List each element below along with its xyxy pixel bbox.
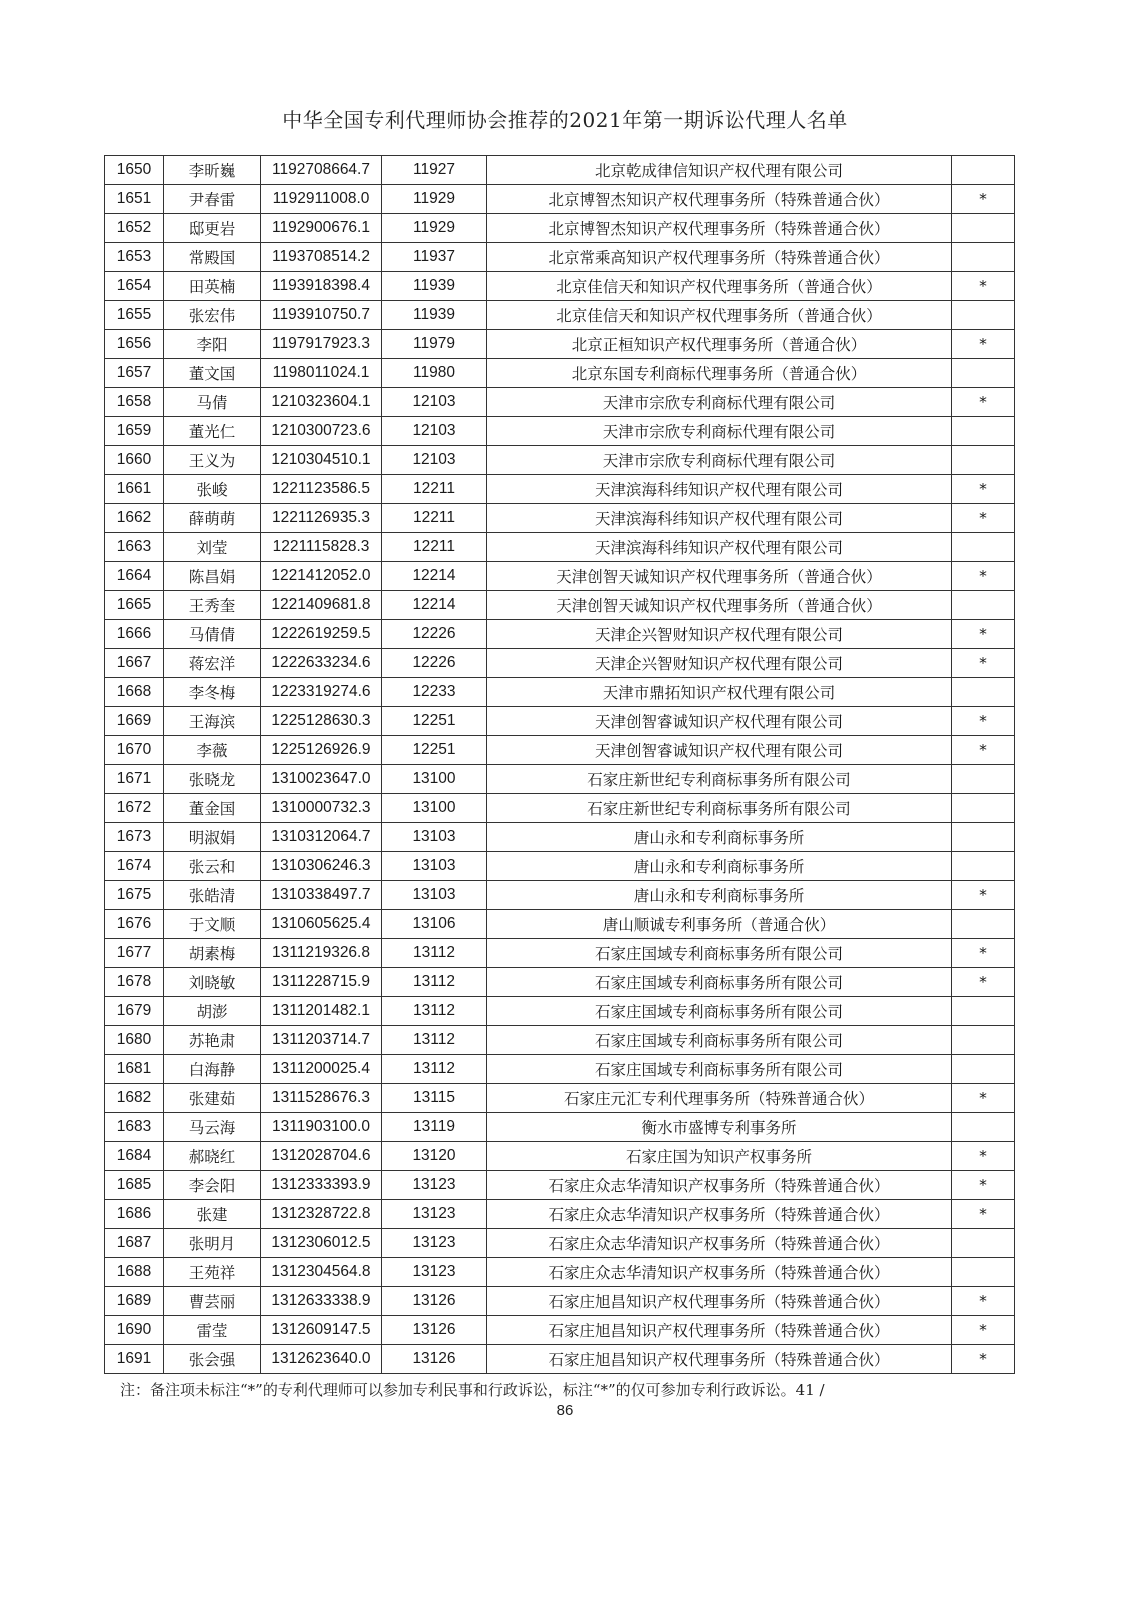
row-number: 1672 (105, 794, 164, 823)
row-number: 1689 (105, 1287, 164, 1316)
row-number: 1686 (105, 1200, 164, 1229)
certificate-number: 1193910750.7 (261, 301, 382, 330)
remark-mark (952, 591, 1015, 620)
agency-name: 石家庄旭昌知识产权代理事务所（特殊普通合伙） (487, 1316, 952, 1345)
attorney-name: 马倩倩 (164, 620, 261, 649)
agency-code: 13103 (382, 881, 487, 910)
remark-mark (952, 794, 1015, 823)
row-number: 1656 (105, 330, 164, 359)
table-row (105, 185, 1015, 214)
agency-code: 11929 (382, 185, 487, 214)
certificate-number: 1311903100.0 (261, 1113, 382, 1142)
table-row (105, 910, 1015, 939)
remark-mark (952, 1229, 1015, 1258)
table-row (105, 1316, 1015, 1345)
agency-name: 石家庄国域专利商标事务所有限公司 (487, 1055, 952, 1084)
attorney-name: 曹芸丽 (164, 1287, 261, 1316)
attorney-name: 薛萌萌 (164, 504, 261, 533)
agency-code: 12211 (382, 533, 487, 562)
agency-code: 11937 (382, 243, 487, 272)
table-row (105, 214, 1015, 243)
remark-mark (952, 533, 1015, 562)
certificate-number: 1223319274.6 (261, 678, 382, 707)
table-row (105, 1345, 1015, 1374)
agency-name: 唐山永和专利商标事务所 (487, 823, 952, 852)
row-number: 1676 (105, 910, 164, 939)
remark-mark (952, 997, 1015, 1026)
table-row (105, 1229, 1015, 1258)
attorney-name: 董金国 (164, 794, 261, 823)
agency-code: 12214 (382, 562, 487, 591)
remark-mark (952, 359, 1015, 388)
agency-code: 13123 (382, 1171, 487, 1200)
row-number: 1678 (105, 968, 164, 997)
row-number: 1665 (105, 591, 164, 620)
table-row (105, 1142, 1015, 1171)
attorney-name: 张晓龙 (164, 765, 261, 794)
table-row (105, 852, 1015, 881)
certificate-number: 1312306012.5 (261, 1229, 382, 1258)
table-row (105, 1113, 1015, 1142)
attorney-name: 张皓清 (164, 881, 261, 910)
agency-code: 12211 (382, 504, 487, 533)
agency-name: 石家庄新世纪专利商标事务所有限公司 (487, 794, 952, 823)
table-row (105, 1055, 1015, 1084)
agency-code: 13119 (382, 1113, 487, 1142)
certificate-number: 1221412052.0 (261, 562, 382, 591)
agency-code: 12103 (382, 388, 487, 417)
remark-mark (952, 1113, 1015, 1142)
row-number: 1650 (105, 156, 164, 185)
certificate-number: 1312609147.5 (261, 1316, 382, 1345)
table-row (105, 446, 1015, 475)
remark-mark (952, 156, 1015, 185)
remark-mark (952, 1026, 1015, 1055)
row-number: 1654 (105, 272, 164, 301)
agency-code: 13115 (382, 1084, 487, 1113)
table-row (105, 301, 1015, 330)
table-row (105, 1171, 1015, 1200)
agency-name: 石家庄国域专利商标事务所有限公司 (487, 968, 952, 997)
certificate-number: 1193918398.4 (261, 272, 382, 301)
certificate-number: 1192900676.1 (261, 214, 382, 243)
attorney-name: 李会阳 (164, 1171, 261, 1200)
row-number: 1687 (105, 1229, 164, 1258)
table-row (105, 562, 1015, 591)
agency-name: 唐山永和专利商标事务所 (487, 881, 952, 910)
agency-name: 天津企兴智财知识产权代理有限公司 (487, 649, 952, 678)
agency-code: 13112 (382, 939, 487, 968)
table-row (105, 968, 1015, 997)
remark-mark: * (952, 475, 1015, 504)
agency-code: 11939 (382, 301, 487, 330)
agency-name: 天津市鼎拓知识产权代理有限公司 (487, 678, 952, 707)
certificate-number: 1198011024.1 (261, 359, 382, 388)
attorney-name: 张建茹 (164, 1084, 261, 1113)
row-number: 1684 (105, 1142, 164, 1171)
agency-code: 12251 (382, 707, 487, 736)
remark-mark: * (952, 881, 1015, 910)
agency-name: 天津企兴智财知识产权代理有限公司 (487, 620, 952, 649)
certificate-number: 1221123586.5 (261, 475, 382, 504)
attorney-name: 王义为 (164, 446, 261, 475)
row-number: 1685 (105, 1171, 164, 1200)
attorney-name: 苏艳肃 (164, 1026, 261, 1055)
remark-mark: * (952, 620, 1015, 649)
row-number: 1651 (105, 185, 164, 214)
agency-code: 12233 (382, 678, 487, 707)
certificate-number: 1310306246.3 (261, 852, 382, 881)
agency-code: 13100 (382, 794, 487, 823)
attorney-name: 王秀奎 (164, 591, 261, 620)
certificate-number: 1312333393.9 (261, 1171, 382, 1200)
certificate-number: 1192708664.7 (261, 156, 382, 185)
row-number: 1657 (105, 359, 164, 388)
footnote: 注：备注项未标注“*”的专利代理师可以参加专利民事和行政诉讼，标注“*”的仅可参加专利行政诉讼。41 / (120, 1381, 825, 1399)
table-row (105, 475, 1015, 504)
agency-name: 石家庄众志华清知识产权事务所（特殊普通合伙） (487, 1171, 952, 1200)
remark-mark: * (952, 272, 1015, 301)
remark-mark: * (952, 1142, 1015, 1171)
agency-code: 13106 (382, 910, 487, 939)
agency-name: 天津滨海科纬知识产权代理有限公司 (487, 475, 952, 504)
table-row (105, 997, 1015, 1026)
certificate-number: 1222633234.6 (261, 649, 382, 678)
agency-name: 唐山顺诚专利事务所（普通合伙） (487, 910, 952, 939)
attorney-name: 张云和 (164, 852, 261, 881)
table-row (105, 620, 1015, 649)
remark-mark: * (952, 968, 1015, 997)
remark-mark (952, 1258, 1015, 1287)
agency-name: 石家庄众志华清知识产权事务所（特殊普通合伙） (487, 1200, 952, 1229)
certificate-number: 1225126926.9 (261, 736, 382, 765)
agency-name: 石家庄旭昌知识产权代理事务所（特殊普通合伙） (487, 1345, 952, 1374)
attorney-name: 张建 (164, 1200, 261, 1229)
remark-mark: * (952, 1316, 1015, 1345)
agency-code: 13120 (382, 1142, 487, 1171)
remark-mark: * (952, 939, 1015, 968)
row-number: 1662 (105, 504, 164, 533)
certificate-number: 1310605625.4 (261, 910, 382, 939)
agency-code: 12103 (382, 417, 487, 446)
attorney-name: 董光仁 (164, 417, 261, 446)
certificate-number: 1222619259.5 (261, 620, 382, 649)
agency-code: 12226 (382, 620, 487, 649)
row-number: 1675 (105, 881, 164, 910)
agency-code: 13103 (382, 823, 487, 852)
agency-code: 11929 (382, 214, 487, 243)
certificate-number: 1312623640.0 (261, 1345, 382, 1374)
attorney-name: 马倩 (164, 388, 261, 417)
certificate-number: 1210300723.6 (261, 417, 382, 446)
row-number: 1673 (105, 823, 164, 852)
agency-name: 北京博智杰知识产权代理事务所（特殊普通合伙） (487, 214, 952, 243)
table-row (105, 359, 1015, 388)
table-row (105, 504, 1015, 533)
attorney-name: 常殿国 (164, 243, 261, 272)
certificate-number: 1311200025.4 (261, 1055, 382, 1084)
attorney-name: 白海静 (164, 1055, 261, 1084)
table-row (105, 707, 1015, 736)
table-row (105, 533, 1015, 562)
agency-name: 天津创智天诚知识产权代理事务所（普通合伙） (487, 591, 952, 620)
row-number: 1683 (105, 1113, 164, 1142)
agency-name: 石家庄国域专利商标事务所有限公司 (487, 1026, 952, 1055)
remark-mark: * (952, 707, 1015, 736)
attorney-name: 胡素梅 (164, 939, 261, 968)
row-number: 1667 (105, 649, 164, 678)
row-number: 1660 (105, 446, 164, 475)
agency-name: 北京正桓知识产权代理事务所（普通合伙） (487, 330, 952, 359)
row-number: 1682 (105, 1084, 164, 1113)
agency-name: 衡水市盛博专利事务所 (487, 1113, 952, 1142)
attorney-table (104, 155, 1015, 1374)
table-row (105, 1258, 1015, 1287)
table-row (105, 388, 1015, 417)
attorney-name: 李阳 (164, 330, 261, 359)
attorney-name: 张峻 (164, 475, 261, 504)
agency-name: 北京佳信天和知识产权代理事务所（普通合伙） (487, 301, 952, 330)
attorney-name: 刘莹 (164, 533, 261, 562)
remark-mark: * (952, 330, 1015, 359)
certificate-number: 1310000732.3 (261, 794, 382, 823)
agency-name: 石家庄众志华清知识产权事务所（特殊普通合伙） (487, 1258, 952, 1287)
certificate-number: 1192911008.0 (261, 185, 382, 214)
certificate-number: 1221409681.8 (261, 591, 382, 620)
row-number: 1691 (105, 1345, 164, 1374)
attorney-name: 张会强 (164, 1345, 261, 1374)
agency-name: 北京东国专利商标代理事务所（普通合伙） (487, 359, 952, 388)
agency-name: 石家庄众志华清知识产权事务所（特殊普通合伙） (487, 1229, 952, 1258)
row-number: 1674 (105, 852, 164, 881)
remark-mark: * (952, 1345, 1015, 1374)
attorney-name: 田英楠 (164, 272, 261, 301)
remark-mark: * (952, 504, 1015, 533)
certificate-number: 1312328722.8 (261, 1200, 382, 1229)
attorney-name: 王苑祥 (164, 1258, 261, 1287)
attorney-name: 蒋宏洋 (164, 649, 261, 678)
row-number: 1661 (105, 475, 164, 504)
certificate-number: 1221115828.3 (261, 533, 382, 562)
agency-name: 天津创智天诚知识产权代理事务所（普通合伙） (487, 562, 952, 591)
agency-code: 12226 (382, 649, 487, 678)
remark-mark: * (952, 1200, 1015, 1229)
agency-code: 11927 (382, 156, 487, 185)
agency-code: 13112 (382, 1026, 487, 1055)
attorney-name: 李昕巍 (164, 156, 261, 185)
agency-code: 13112 (382, 1055, 487, 1084)
agency-name: 天津市宗欣专利商标代理有限公司 (487, 388, 952, 417)
agency-name: 天津滨海科纬知识产权代理有限公司 (487, 533, 952, 562)
row-number: 1655 (105, 301, 164, 330)
row-number: 1659 (105, 417, 164, 446)
agency-code: 13123 (382, 1229, 487, 1258)
certificate-number: 1225128630.3 (261, 707, 382, 736)
agency-name: 北京常乘高知识产权代理事务所（特殊普通合伙） (487, 243, 952, 272)
agency-code: 12214 (382, 591, 487, 620)
agency-code: 13112 (382, 997, 487, 1026)
attorney-name: 李薇 (164, 736, 261, 765)
agency-code: 13100 (382, 765, 487, 794)
certificate-number: 1311228715.9 (261, 968, 382, 997)
attorney-name: 邸更岩 (164, 214, 261, 243)
row-number: 1681 (105, 1055, 164, 1084)
attorney-name: 刘晓敏 (164, 968, 261, 997)
attorney-name: 张宏伟 (164, 301, 261, 330)
row-number: 1690 (105, 1316, 164, 1345)
table-row (105, 823, 1015, 852)
remark-mark (952, 852, 1015, 881)
agency-name: 石家庄国为知识产权事务所 (487, 1142, 952, 1171)
remark-mark: * (952, 388, 1015, 417)
remark-mark (952, 214, 1015, 243)
table-row (105, 1084, 1015, 1113)
table-row (105, 591, 1015, 620)
agency-code: 11979 (382, 330, 487, 359)
certificate-number: 1310023647.0 (261, 765, 382, 794)
attorney-name: 于文顺 (164, 910, 261, 939)
agency-name: 石家庄旭昌知识产权代理事务所（特殊普通合伙） (487, 1287, 952, 1316)
agency-name: 石家庄元汇专利代理事务所（特殊普通合伙） (487, 1084, 952, 1113)
attorney-name: 董文国 (164, 359, 261, 388)
agency-name: 天津创智睿诚知识产权代理有限公司 (487, 736, 952, 765)
attorney-name: 雷莹 (164, 1316, 261, 1345)
certificate-number: 1312633338.9 (261, 1287, 382, 1316)
table-row (105, 678, 1015, 707)
attorney-name: 张明月 (164, 1229, 261, 1258)
agency-name: 北京佳信天和知识产权代理事务所（普通合伙） (487, 272, 952, 301)
row-number: 1653 (105, 243, 164, 272)
table-row (105, 649, 1015, 678)
row-number: 1670 (105, 736, 164, 765)
remark-mark: * (952, 562, 1015, 591)
certificate-number: 1210304510.1 (261, 446, 382, 475)
row-number: 1671 (105, 765, 164, 794)
attorney-name: 尹春雷 (164, 185, 261, 214)
row-number: 1669 (105, 707, 164, 736)
remark-mark: * (952, 736, 1015, 765)
attorney-name: 胡澎 (164, 997, 261, 1026)
certificate-number: 1312304564.8 (261, 1258, 382, 1287)
certificate-number: 1197917923.3 (261, 330, 382, 359)
row-number: 1658 (105, 388, 164, 417)
agency-code: 11980 (382, 359, 487, 388)
certificate-number: 1193708514.2 (261, 243, 382, 272)
certificate-number: 1310312064.7 (261, 823, 382, 852)
document-title: 中华全国专利代理师协会推荐的2021年第一期诉讼代理人名单 (282, 108, 848, 132)
certificate-number: 1221126935.3 (261, 504, 382, 533)
table-row (105, 939, 1015, 968)
certificate-number: 1210323604.1 (261, 388, 382, 417)
agency-code: 13103 (382, 852, 487, 881)
table-row (105, 881, 1015, 910)
remark-mark: * (952, 1171, 1015, 1200)
page-total: 86 (556, 1402, 574, 1419)
row-number: 1652 (105, 214, 164, 243)
table-row (105, 1026, 1015, 1055)
agency-name: 石家庄国域专利商标事务所有限公司 (487, 997, 952, 1026)
table-row (105, 1287, 1015, 1316)
agency-code: 12211 (382, 475, 487, 504)
remark-mark: * (952, 185, 1015, 214)
remark-mark (952, 678, 1015, 707)
attorney-name: 郝晓红 (164, 1142, 261, 1171)
remark-mark (952, 910, 1015, 939)
agency-name: 天津滨海科纬知识产权代理有限公司 (487, 504, 952, 533)
row-number: 1664 (105, 562, 164, 591)
row-number: 1677 (105, 939, 164, 968)
row-number: 1688 (105, 1258, 164, 1287)
remark-mark: * (952, 649, 1015, 678)
remark-mark (952, 301, 1015, 330)
agency-code: 13123 (382, 1258, 487, 1287)
remark-mark (952, 1055, 1015, 1084)
row-number: 1680 (105, 1026, 164, 1055)
table-row (105, 765, 1015, 794)
agency-name: 石家庄国域专利商标事务所有限公司 (487, 939, 952, 968)
certificate-number: 1311201482.1 (261, 997, 382, 1026)
remark-mark (952, 417, 1015, 446)
remark-mark: * (952, 1084, 1015, 1113)
agency-code: 12103 (382, 446, 487, 475)
agency-code: 13126 (382, 1316, 487, 1345)
agency-code: 12251 (382, 736, 487, 765)
table-row (105, 330, 1015, 359)
table-row (105, 417, 1015, 446)
agency-name: 北京博智杰知识产权代理事务所（特殊普通合伙） (487, 185, 952, 214)
remark-mark: * (952, 1287, 1015, 1316)
certificate-number: 1312028704.6 (261, 1142, 382, 1171)
remark-mark (952, 823, 1015, 852)
remark-mark (952, 243, 1015, 272)
agency-code: 13123 (382, 1200, 487, 1229)
agency-name: 天津市宗欣专利商标代理有限公司 (487, 446, 952, 475)
certificate-number: 1311203714.7 (261, 1026, 382, 1055)
agency-code: 11939 (382, 272, 487, 301)
table-row (105, 1200, 1015, 1229)
certificate-number: 1311528676.3 (261, 1084, 382, 1113)
agency-name: 天津创智睿诚知识产权代理有限公司 (487, 707, 952, 736)
table-row (105, 156, 1015, 185)
certificate-number: 1311219326.8 (261, 939, 382, 968)
agency-name: 唐山永和专利商标事务所 (487, 852, 952, 881)
attorney-name: 王海滨 (164, 707, 261, 736)
attorney-name: 马云海 (164, 1113, 261, 1142)
agency-code: 13126 (382, 1287, 487, 1316)
remark-mark (952, 446, 1015, 475)
table-row (105, 794, 1015, 823)
remark-mark (952, 765, 1015, 794)
table-row (105, 243, 1015, 272)
agency-code: 13126 (382, 1345, 487, 1374)
table-row (105, 272, 1015, 301)
agency-name: 天津市宗欣专利商标代理有限公司 (487, 417, 952, 446)
row-number: 1666 (105, 620, 164, 649)
attorney-name: 明淑娟 (164, 823, 261, 852)
agency-name: 北京乾成律信知识产权代理有限公司 (487, 156, 952, 185)
attorney-name: 李冬梅 (164, 678, 261, 707)
table-row (105, 736, 1015, 765)
row-number: 1668 (105, 678, 164, 707)
certificate-number: 1310338497.7 (261, 881, 382, 910)
agency-code: 13112 (382, 968, 487, 997)
attorney-name: 陈昌娟 (164, 562, 261, 591)
attorney-table-body (105, 156, 1015, 1374)
row-number: 1679 (105, 997, 164, 1026)
row-number: 1663 (105, 533, 164, 562)
agency-name: 石家庄新世纪专利商标事务所有限公司 (487, 765, 952, 794)
